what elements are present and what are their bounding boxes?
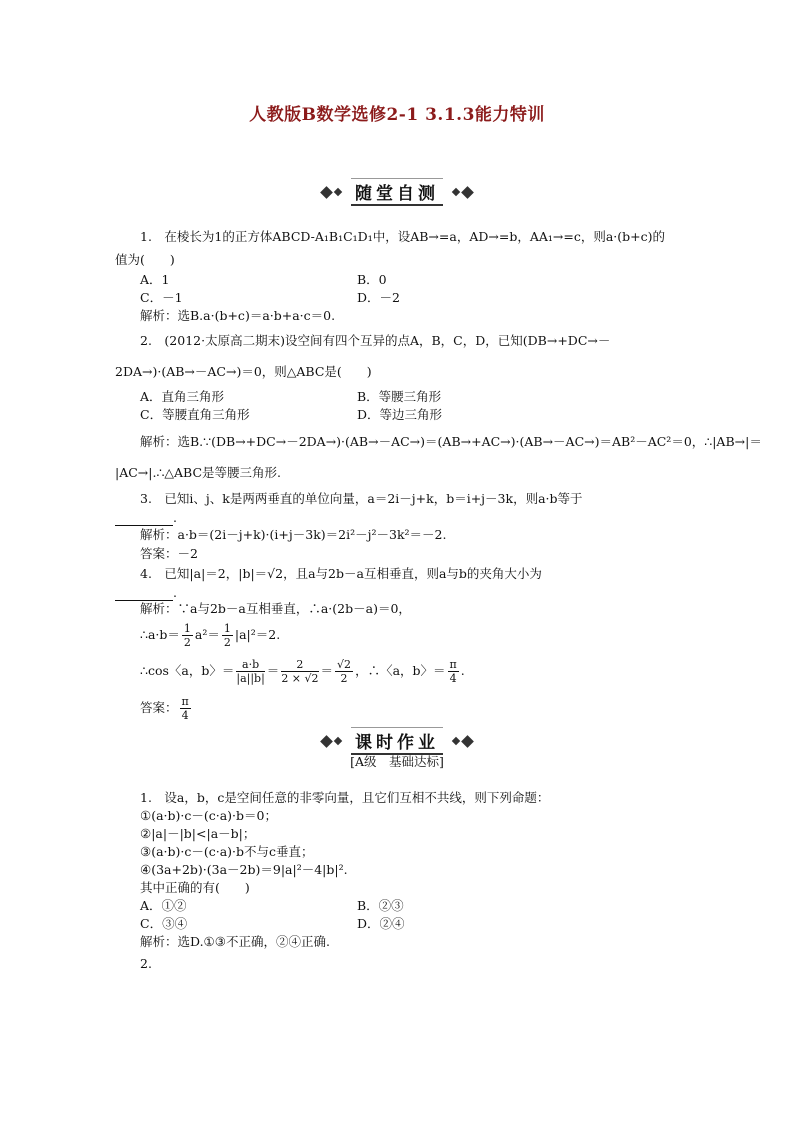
h1-option-d: D．②④ (357, 916, 405, 931)
h1-option-b: B．②③ (357, 898, 404, 913)
q3-stem: 3. 已知i、j、k是两两垂直的单位向量，a＝2i－j+k，b＝i+j－3k，则a·b等于 (140, 491, 583, 506)
h2-stem: 2. (140, 956, 152, 971)
h1-proposition-3: ③(a·b)·c－(c·a)·b不与c垂直； (140, 844, 314, 859)
q1-option-c: C．－1 (140, 290, 183, 305)
section-label: 随堂自测 (351, 178, 443, 206)
q1-stem: 1. 在棱长为1的正方体ABCD-A₁B₁C₁D₁中，设AB→=a，AD→=b，AA₁→=c，则a·(b+c)的 (140, 229, 665, 244)
q1-stem-cont: 值为( ) (115, 252, 175, 267)
fraction: $\frac{1}{2}$ (223, 622, 231, 649)
fraction: $\frac{\pi}{4}$ (181, 695, 189, 722)
q1-option-a: A．1 (140, 272, 170, 287)
left-diamond-ornament-icon (322, 737, 341, 746)
q4-solution-line3: ∴cos〈a，b〉＝ $\frac{a\cdot b}{|a||b|}$ ＝ $\frac{2}{2 \times √2}$ ＝ $\frac{√2}{2}$ ，∴〈a，b〉＝ $\frac{\pi}{4}$ . (140, 658, 465, 685)
h1-solution: 解析：选D.①③不正确，②④正确. (140, 934, 330, 949)
h1-option-a: A．①② (140, 898, 187, 913)
q4-answer-blank: . (115, 585, 177, 601)
h1-option-c: C．③④ (140, 916, 188, 931)
q3-answer: 答案：－2 (140, 546, 198, 561)
q2-option-b: B．等腰三角形 (357, 389, 442, 404)
h1-stem: 1. 设a，b，c是空间任意的非零向量，且它们互相不共线，则下列命题： (140, 790, 550, 805)
fraction: $\frac{\pi}{4}$ (449, 658, 457, 685)
q1-solution: 解析：选B.a·(b+c)＝a·b+a·c＝0. (140, 308, 336, 323)
level-label: [A级 基础达标] (350, 754, 444, 769)
q2-solution: 解析：选B.∵(DB→+DC→－2DA→)·(AB→－AC→)＝(AB→+AC→)·(AB→－AC→)＝AB²－AC²＝0，∴|AB→|＝ (140, 434, 762, 449)
right-diamond-ornament-icon (453, 737, 472, 746)
section-banner-self-test (0, 178, 794, 206)
fraction: $\frac{a\cdot b}{|a||b|}$ (236, 658, 265, 685)
h1-proposition-1: ①(a·b)·c－(c·a)·b＝0； (140, 808, 277, 823)
fraction: $\frac{1}{2}$ (183, 622, 191, 649)
q2-option-d: D．等边三角形 (357, 407, 443, 422)
q2-solution-cont: |AC→|.∴△ABC是等腰三角形. (115, 465, 282, 480)
left-diamond-ornament-icon (322, 188, 341, 197)
q2-stem-cont: 2DA→)·(AB→－AC→)＝0，则△ABC是( ) (115, 364, 372, 379)
q4-solution-line2: ∴a·b＝ $\frac{1}{2}$ a²＝ $\frac{1}{2}$ |a|²＝2. (140, 622, 281, 649)
q3-answer-blank: . (115, 510, 177, 526)
fraction: $\frac{2}{2 \times √2}$ (281, 658, 319, 685)
q1-option-b: B．0 (357, 272, 387, 287)
q4-answer: 答案： $\frac{\pi}{4}$ (140, 695, 189, 722)
q4-solution-line1: 解析：∵a与2b－a互相垂直，∴a·(2b－a)＝0， (140, 601, 411, 616)
section-label: 课时作业 (351, 727, 443, 755)
q2-option-c: C．等腰直角三角形 (140, 407, 250, 422)
q1-option-d: D．－2 (357, 290, 400, 305)
h1-proposition-2: ②|a|－|b|<|a－b|； (140, 826, 256, 841)
fraction: $\frac{√2}{2}$ (337, 658, 352, 685)
page-title: 人教版B数学选修2-1 3.1.3能力特训 (249, 105, 545, 125)
q2-stem: 2. (2012·太原高二期末)设空间有四个互异的点A，B，C，D，已知(DB→+DC→－ (140, 333, 611, 348)
h1-question: 其中正确的有( ) (140, 880, 250, 895)
section-banner-homework (0, 727, 794, 755)
q2-option-a: A．直角三角形 (140, 389, 225, 404)
h1-proposition-4: ④(3a+2b)·(3a－2b)＝9|a|²－4|b|². (140, 862, 348, 877)
q3-solution: 解析：a·b＝(2i－j+k)·(i+j－3k)＝2i²－j²－3k²＝－2. (140, 527, 447, 542)
q4-stem: 4. 已知|a|＝2，|b|＝√2，且a与2b－a互相垂直，则a与b的夹角大小为 (140, 566, 542, 581)
right-diamond-ornament-icon (453, 188, 472, 197)
